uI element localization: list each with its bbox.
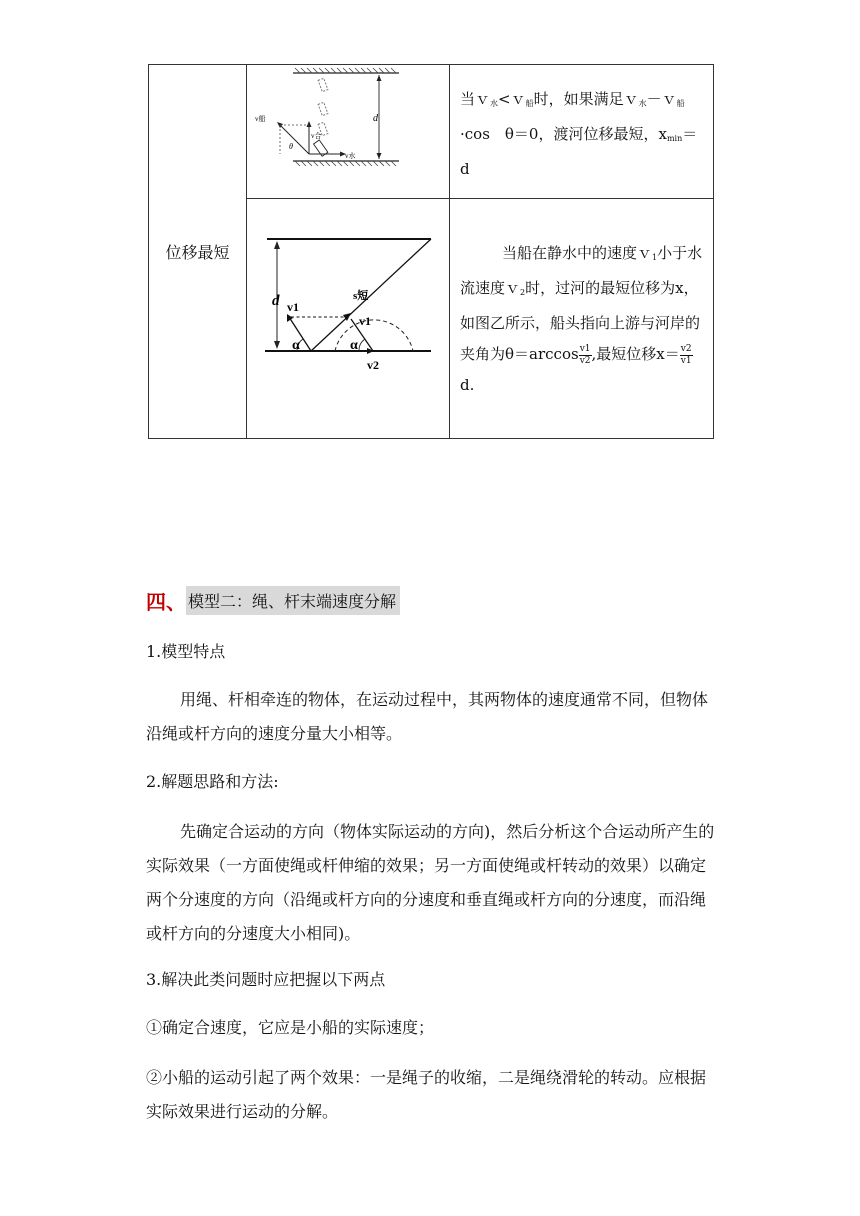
fig1-vwater-label: v水: [345, 152, 356, 160]
text-seg: x: [658, 125, 667, 143]
fig2-d-label: d: [272, 293, 280, 309]
text-seg: 时，如果满足ｖ: [533, 90, 639, 108]
text-sub: 船: [525, 99, 534, 108]
paragraph-2: 先确定合运动的方向（物体实际运动的方向)，然后分析这个合运动所产生的实际效果（一方面使绳或杆伸缩的效果；另一方面使绳或杆转动的效果）以确定两个分速度的方向（沿绳或杆方向的分速度和垂直绳或杆方向的分速度，而沿绳或杆方向的分速度大小相同)。: [146, 822, 715, 943]
list-item-1: ①确定合速度，它应是小船的实际速度；: [146, 1018, 435, 1037]
figure-1-cell: [247, 65, 450, 199]
text-seg: 当ｖ: [460, 90, 491, 108]
frac-num: v1: [579, 343, 591, 354]
text-seg: 小于水流速度ｖ: [460, 244, 703, 297]
text-seg: 当船在静水中的速度ｖ: [502, 244, 653, 262]
figure-2-cell: [247, 199, 450, 439]
text-sub: 水: [638, 99, 647, 108]
frac-num: v2: [680, 343, 692, 354]
fig2-alpha-left-label: α: [292, 338, 300, 353]
text-sub: 1: [652, 253, 658, 262]
section-heading: [146, 584, 400, 616]
text-sub: min: [666, 134, 683, 143]
frac-den: v1: [680, 355, 692, 366]
paragraph-1: 用绳、杆相牵连的物体，在运动过程中，其两物体的速度通常不同，但物体沿绳或杆方向的速度分量大小相等。: [146, 690, 709, 743]
fig2-v1-left-label: v1: [287, 300, 299, 314]
row2-text: [450, 199, 714, 439]
fig2-s-short-label: s短: [353, 290, 369, 302]
row1-text: [450, 65, 714, 199]
text-seg: <ｖ: [498, 90, 526, 108]
comparison-table: [148, 64, 714, 439]
text-seg: 时，过河的最短位移为x，如图乙所示，船头指向上游与河岸的夹角为θ＝arccos: [460, 279, 701, 363]
text-seg: ·cos θ＝0，渡河位移最短，: [460, 125, 659, 143]
fig2-v2-label: v2: [367, 358, 379, 372]
fraction-v2-v1: [680, 344, 693, 367]
text-sub: 水: [490, 99, 499, 108]
river-crossing-figure-2: [247, 199, 449, 434]
fig1-vtotal-label: v合: [311, 132, 322, 140]
frac-den: v2: [579, 355, 591, 366]
fig1-vboat-label: v船: [255, 115, 266, 123]
section-title: 模型二：绳、杆末端速度分解: [186, 586, 400, 615]
fig2-alpha-right-label: α: [350, 338, 358, 353]
text-sub: 2: [520, 288, 526, 297]
text-seg: d.: [460, 376, 475, 394]
heading-2: 2.解题思路和方法:: [146, 772, 279, 791]
text-seg: ,最短位移x＝: [591, 345, 680, 363]
fig1-theta-label: θ: [289, 142, 293, 151]
fig2-v1-right-label: v1: [359, 314, 371, 328]
text-sub: 船: [676, 99, 685, 108]
list-item-2: ②小船的运动引起了两个效果：一是绳子的收缩，二是绳绕滑轮的转动。应根据实际效果进行运动的分解。: [146, 1068, 707, 1121]
fig1-d-label: d: [373, 113, 378, 124]
text-seg: ＝d: [460, 125, 698, 178]
text-seg: －ｖ: [646, 90, 677, 108]
heading-1: 1.模型特点: [146, 642, 226, 661]
section-number: 四、: [146, 589, 186, 614]
river-crossing-figure-1: [247, 65, 449, 194]
row-label: 位移最短: [149, 65, 247, 439]
fraction-v1-v2: [579, 344, 592, 367]
heading-3: 3.解决此类问题时应把握以下两点: [146, 970, 386, 989]
